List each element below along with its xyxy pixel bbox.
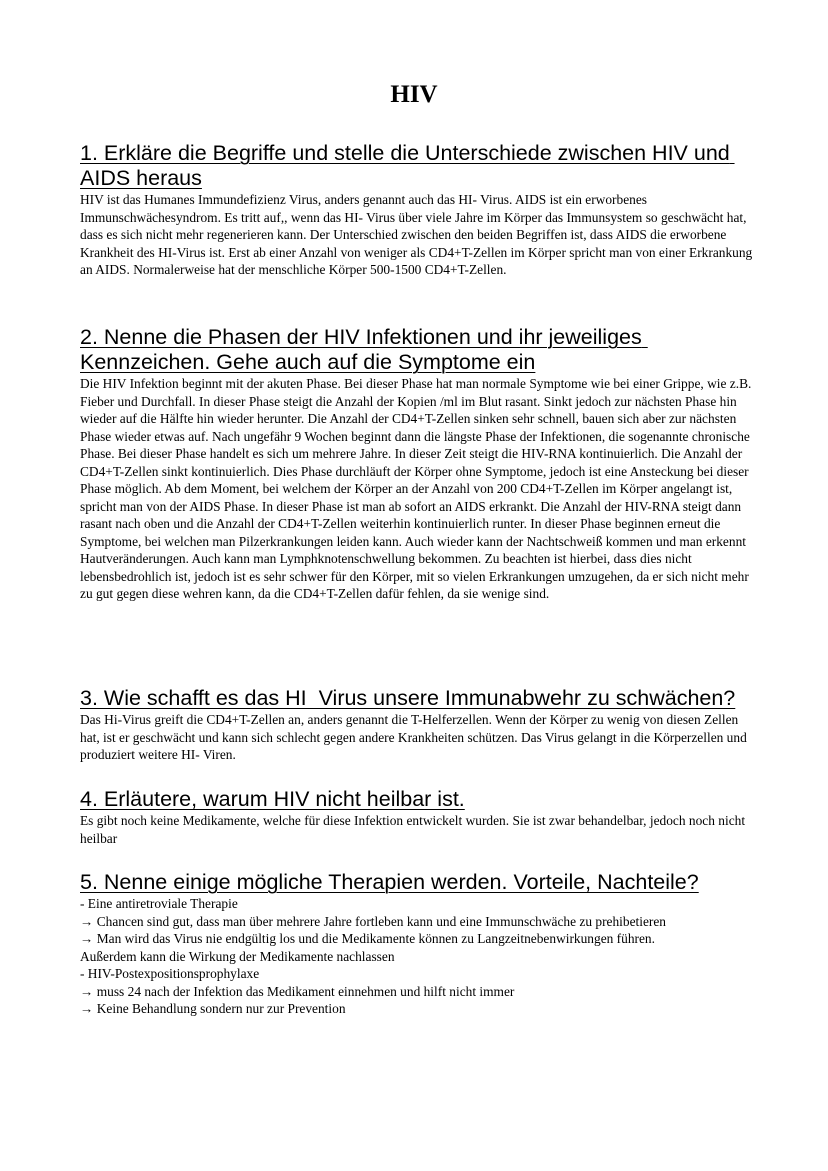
- section-2-body: Die HIV Infektion beginnt mit der akuten Phase. Bei dieser Phase hat man normale Symptome wie bei einer Grippe, wie z.B. Fieber und Durchfall. In dieser Phase steigt die Anzahl der Kopien /ml im Blut rasant. Sinkt jedoch zur nächsten Phase hin wieder auf die Hälfte hin wieder herunter. Die Anzahl der CD4+T-Zellen sinken sehr schnell, bauen sich aber zur nächsten Phase wieder etwas auf. Nach ungefähr 9 Wochen beginnt dann die längste Phase der Infektionen, die sogenannte chronische Phase. Bei dieser Phase handelt es sich um mehrere Jahre. In dieser Zeit steigt die HIV-RNA kontinuierlich. Die Anzahl der CD4+T-Zellen sinkt kontinuierlich. Dies Phase durchläuft der Körper ohne Symptome, jedoch ist eine Ansteckung bei dieser Phase möglich. Ab dem Moment, bei welchem der Körper an der Anzahl von 200 CD4+T-Zellen im Körper angelangt ist, spricht man von der AIDS Phase. In dieser Phase ist man ab sofort an AIDS erkrankt. Die Anzahl der HIV-RNA steigt dann rasant nach oben und die Anzahl der CD4+T-Zellen weiterhin kontinuierlich runter. In dieser Phase beginnen erneut die Symptome, bei welchen man Pilzerkrankungen leiden kann. Auch wieder kann der Nachtschweiß kommen und man erkennt Hautveränderungen. Auch kann man Lymphknotenschwellung bekommen. Zu beachten ist hierbei, dass dies nicht lebensbedrohlich ist, jedoch ist es sehr schwer für den Körper, mit so vielen Erkrankungen umzugehen, da er sich nicht mehr zu gut gegen diese wehren kann, da die CD4+T-Zellen dafür fehlen, da sie wenige sind.: [80, 376, 752, 601]
- therapy-list: [80, 895, 760, 1018]
- section-2: [80, 325, 760, 603]
- document-title: HIV: [390, 81, 438, 108]
- therapy-line: Außerdem kann die Wirkung der Medikamente nachlassen: [80, 948, 395, 964]
- section-1: [80, 141, 760, 279]
- section-5: [80, 870, 760, 1018]
- section-3-heading: 3. Wie schafft es das HI Virus unsere Immunabwehr zu schwächen?: [80, 686, 736, 710]
- section-4-body: Es gibt noch keine Medikamente, welche für diese Infektion entwickelt wurden. Sie ist zwar behandelbar, jedoch noch nicht heilbar: [80, 813, 746, 846]
- therapy-line: → Keine Behandlung sondern nur zur Prevention: [80, 1001, 346, 1016]
- section-4: [80, 787, 760, 847]
- section-3-body: Das Hi-Virus greift die CD4+T-Zellen an, anders genannt die T-Helferzellen. Wenn der Körper zu wenig von diesen Zellen hat, ist er geschwächt und kann sich schlecht gegen andere Krankheiten schützen. Das Virus gelangt in die Körperzellen und produziert weitere HI- Viren.: [80, 712, 747, 762]
- therapy-line: → Chancen sind gut, dass man über mehrere Jahre fortleben kann und eine Immunschwäche zu prehibetieren: [80, 913, 667, 929]
- section-1-body: HIV ist das Humanes Immundefizienz Virus, anders genannt auch das HI- Virus. AIDS ist ein erworbenes Immunschwächesyndrom. Es tritt auf,, wenn das HI- Virus über viele Jahre im Körper das Immunsystem so geschwächt hat, dass es sich nicht mehr regenerieren kann. Der Unterschied zwischen den beiden Begriffen ist, dass AIDS die erworbene Krankheit des HI-Virus ist. Erst ab einer Anzahl von weniger als CD4+T-Zellen im Körper spricht man von einer Erkrankung an AIDS. Normalerweise hat der menschliche Körper 500-1500 CD4+T-Zellen.: [80, 192, 753, 277]
- therapy-line: - HIV-Postexpositionsprophylaxe: [80, 966, 260, 981]
- section-1-heading: 1. Erkläre die Begriffe und stelle die Unterschiede zwischen HIV und AIDS heraus: [80, 141, 735, 190]
- therapy-line: - Eine antiretroviale Therapie: [80, 896, 238, 911]
- section-3: [80, 686, 760, 764]
- section-4-heading: 4. Erläutere, warum HIV nicht heilbar ist.: [80, 787, 465, 811]
- therapy-line: → muss 24 nach der Infektion das Medikament einnehmen und hilft nicht immer: [80, 983, 515, 999]
- section-2-heading: 2. Nenne die Phasen der HIV Infektionen und ihr jeweiliges Kennzeichen. Gehe auch auf die Symptome ein: [80, 325, 648, 374]
- therapy-line: → Man wird das Virus nie endgültig los und die Medikamente können zu Langzeitnebenwirkungen führen.: [80, 931, 655, 946]
- section-5-heading: 5. Nenne einige mögliche Therapien werden. Vorteile, Nachteile?: [80, 870, 699, 894]
